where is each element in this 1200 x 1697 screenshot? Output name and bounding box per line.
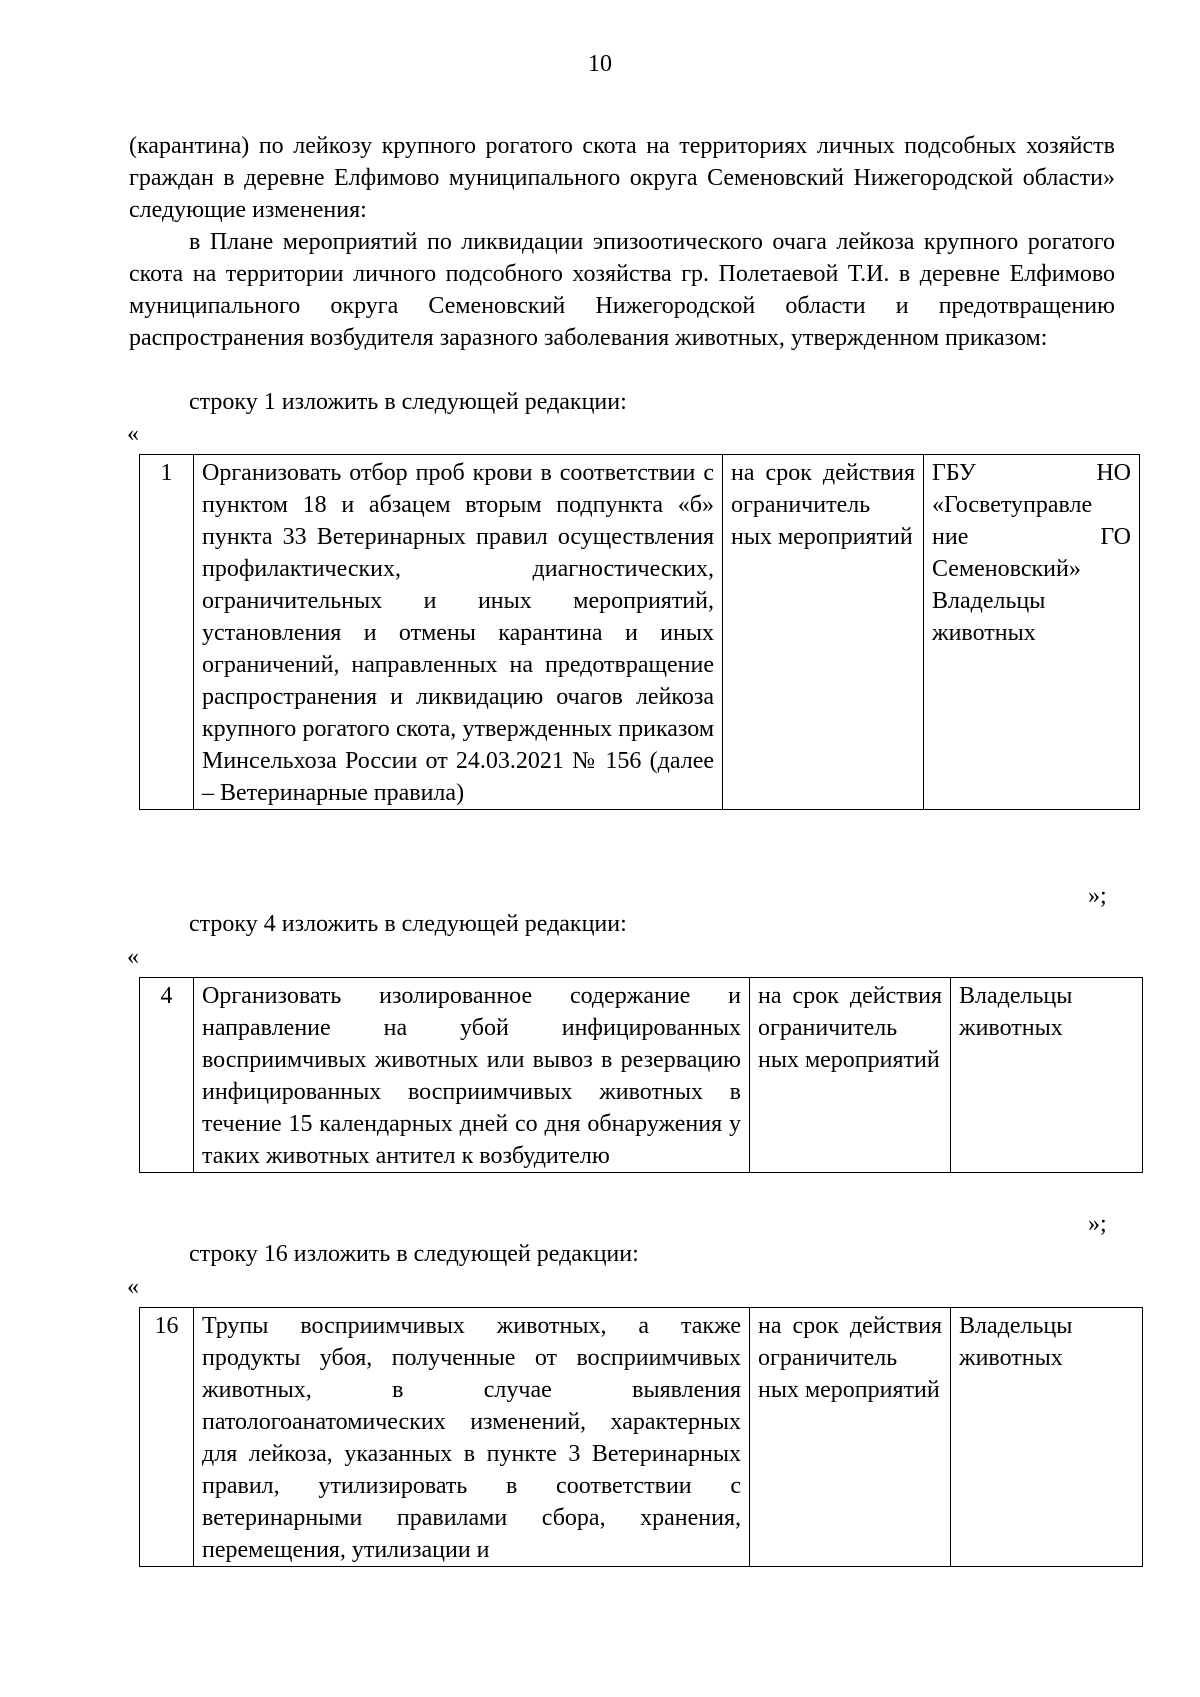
responsible-cell: Владельцы животных xyxy=(951,978,1143,1173)
table-row xyxy=(140,978,1143,1173)
term-cell: на срок действия ограничитель ных мероприятий xyxy=(750,978,951,1173)
responsible-cell: ГБУ НО «Госветуправле ние ГО Семеновский» Владельцы животных xyxy=(924,455,1140,810)
measure-cell: Организовать изолированное содержание и направление на убой инфицированных восприимчивых животных или вывоз в резервацию инфицированных восприимчивых животных в течение 15 календарных дней со дня обнаружения у таких животных антител к возбудителю xyxy=(194,978,750,1173)
open-quote: « xyxy=(127,421,139,447)
responsible-cell: Владельцы животных xyxy=(951,1308,1143,1567)
intro-paragraph: (карантина) по лейкозу крупного рогатого скота на территориях личных подсобных хозяйств граждан в деревне Елфимово муниципального округа Семеновский Нижегородской области» следующие изменения: xyxy=(129,133,1115,223)
term-cell: на срок действия ограничитель ных мероприятий xyxy=(750,1308,951,1567)
row-number-cell: 1 xyxy=(140,455,194,810)
term-cell: на срок действия ограничитель ных мероприятий xyxy=(723,455,924,810)
amendment-table-row-16 xyxy=(139,1307,1143,1567)
plan-paragraph: в Плане мероприятий по ликвидации эпизоотического очага лейкоза крупного рогатого скота на территории личного подсобного хозяйства гр. Полетаевой Т.И. в деревне Елфимово муниципального округа Семеновский Нижегородской области и предотвращению распространения возбудителя заразного заболевания животных, утвержденном приказом: xyxy=(129,229,1115,351)
amendment-instruction-row-4: строку 4 изложить в следующей редакции: xyxy=(189,911,627,937)
row-number-cell: 4 xyxy=(140,978,194,1173)
page-number: 10 xyxy=(588,51,612,77)
measure-cell: Трупы восприимчивых животных, а также продукты убоя, полученные от восприимчивых животных, в случае выявления патологоанатомических изменений, характерных для лейкоза, указанных в пункте 3 Ветеринарных правил, утилизировать в соответствии с ветеринарными правилами сбора, хранения, перемещения, утилизации и xyxy=(194,1308,750,1567)
open-quote: « xyxy=(127,944,139,970)
measure-cell: Организовать отбор проб крови в соответствии с пунктом 18 и абзацем вторым подпункта «б» пункта 33 Ветеринарных правил осуществления профилактических, диагностических, ограничительных и иных мероприятий, установления и отмены карантина и иных ограничений, направленных на предотвращение распространения и ликвидацию очагов лейкоза крупного рогатого скота, утвержденных приказом Минсельхоза России от 24.03.2021 № 156 (далее – Ветеринарные правила) xyxy=(194,455,723,810)
amendment-table-row-1 xyxy=(139,454,1140,810)
amendment-instruction-row-1: строку 1 изложить в следующей редакции: xyxy=(189,389,627,415)
amendment-table-row-4 xyxy=(139,977,1143,1173)
close-quote: »; xyxy=(1088,883,1107,909)
table-row xyxy=(140,455,1140,810)
open-quote: « xyxy=(127,1274,139,1300)
row-number-cell: 16 xyxy=(140,1308,194,1567)
amendment-instruction-row-16: строку 16 изложить в следующей редакции: xyxy=(189,1241,639,1267)
close-quote: »; xyxy=(1088,1211,1107,1237)
table-row xyxy=(140,1308,1143,1567)
